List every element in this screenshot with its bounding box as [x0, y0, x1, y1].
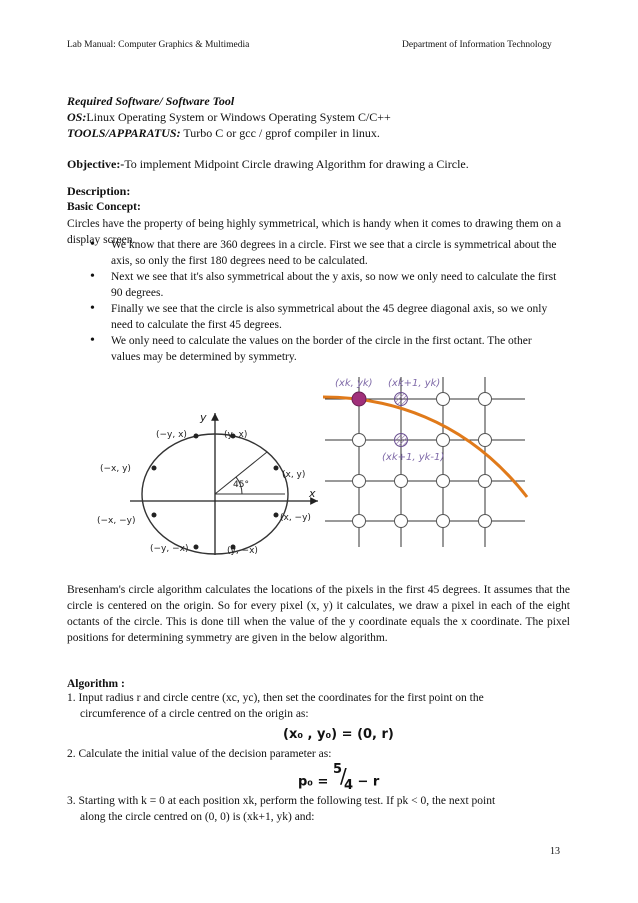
- point-label: (−y, −x): [150, 544, 189, 554]
- grid-pixel: [479, 393, 492, 406]
- bullet-item: • Next we see that it's also symmetrical about the y axis, so now we only need to calculate the first 90 degrees.: [67, 269, 557, 301]
- tools-line: [67, 126, 380, 141]
- step2-line: 2. Calculate the initial value of the decision parameter as:: [67, 748, 332, 760]
- point-label: (y, x): [224, 430, 248, 440]
- os-value: Linux Operating System or Windows Operating System C/C++: [86, 110, 391, 124]
- grid-pixel: [479, 515, 492, 528]
- os-label: OS:: [67, 110, 87, 124]
- grid-pixel: [437, 434, 450, 447]
- grid-pixel: [395, 475, 408, 488]
- candidate-pixel-east: [395, 393, 408, 406]
- grid-pixel: [353, 515, 366, 528]
- step1-line1: 1. Input radius r and circle centre (xc, yc), then set the coordinates for the first point on the: [67, 692, 484, 704]
- symmetry-point: [194, 434, 199, 439]
- grid-pixel: [353, 434, 366, 447]
- concept-bullet-list: [67, 237, 557, 365]
- step3-line1: 3. Starting with k = 0 at each position xk, perform the following test. If pk < 0, the next point: [67, 795, 496, 807]
- equation-decision-parameter: p₀ = 5 / 4 − r: [298, 762, 380, 793]
- symmetry-circle-figure: [90, 405, 330, 565]
- grid-pixel: [353, 475, 366, 488]
- eq2-denominator: 4: [343, 778, 353, 793]
- grid-pixel: [479, 434, 492, 447]
- grid-pixel: [437, 515, 450, 528]
- eq2-lhs: p₀ =: [298, 774, 329, 790]
- symmetry-point: [274, 466, 279, 471]
- label-southeast: (xk+1, yk-1): [382, 452, 445, 463]
- angle-label: 45°: [233, 480, 249, 490]
- objective-text: To implement Midpoint Circle drawing Algorithm for drawing a Circle.: [124, 157, 469, 171]
- description-heading: Description:: [67, 184, 131, 198]
- x-axis-label: x: [309, 487, 316, 500]
- grid-pixel: [395, 515, 408, 528]
- eq2-rhs: − r: [357, 774, 380, 790]
- step1-line2: circumference of a circle centred on the origin as:: [80, 708, 309, 720]
- bullet-item: • Finally we see that the circle is also symmetrical about the 45 degree diagonal axis, so we only need to calculate the first 45 degrees.: [67, 301, 557, 333]
- grid-pixel: [437, 393, 450, 406]
- bullet-item: • We only need to calculate the values on the border of the circle in the first octant. The other values may be determined by symmetry.: [67, 333, 557, 365]
- tools-value: Turbo C or gcc / gprof compiler in linux.: [180, 126, 380, 140]
- equation-initial-point: (x₀ , y₀) = (0, r): [283, 727, 394, 742]
- point-label: (−y, x): [156, 430, 187, 440]
- grid-pixel: [479, 475, 492, 488]
- point-label: (x, y): [282, 470, 306, 480]
- symmetry-point: [152, 513, 157, 518]
- label-east: (xk+1, yk): [388, 378, 441, 389]
- bresenham-paragraph: Bresenham's circle algorithm calculates the locations of the pixels in the first 45 degrees. It assumes that the circle is centered on the origin. So for every pixel (x, y) it calculates, we draw a pixel in each of the eight octants of the circle. This is done till when the value of the y coordinate equals the x coordinate. The pixel positions for determining symmetry are given in the below algorithm.: [67, 584, 570, 644]
- page-number: 13: [550, 846, 560, 857]
- bullet-item: • We know that there are 360 degrees in a circle. First we see that a circle is symmetrical about the axis, so only the first 180 degrees need to be calculated.: [67, 237, 557, 269]
- symmetry-point: [152, 466, 157, 471]
- point-label: (x, −y): [280, 513, 311, 523]
- point-label: (y, −x): [227, 546, 258, 556]
- point-label: (−x, −y): [97, 516, 136, 526]
- os-line: [67, 110, 391, 125]
- algorithm-heading: Algorithm :: [67, 678, 125, 690]
- objective-label: Objective:-: [67, 157, 125, 171]
- current-pixel: [352, 392, 366, 406]
- symmetry-point: [194, 545, 199, 550]
- intro-paragraph: Circles have the property of being highly symmetrical, which is handy when it comes to drawing them on a display screen.: [67, 218, 562, 246]
- header-right: Department of Information Technology: [402, 40, 552, 50]
- objective-line: [67, 157, 469, 172]
- grid-pixel: [437, 475, 450, 488]
- midpoint-grid-figure: [315, 372, 535, 552]
- candidate-pixel-southeast: [395, 434, 408, 447]
- symmetry-point: [274, 513, 279, 518]
- requirements-heading: Required Software/ Software Tool: [67, 94, 235, 108]
- basic-concept-heading: Basic Concept:: [67, 201, 141, 213]
- point-label: (−x, y): [100, 464, 131, 474]
- y-axis-label: y: [200, 411, 207, 424]
- tools-label: TOOLS/APPARATUS:: [67, 126, 181, 140]
- header-left: Lab Manual: Computer Graphics & Multimedia: [67, 40, 250, 50]
- eq2-numerator: 5: [332, 762, 342, 777]
- label-current: (xk, yk): [335, 378, 373, 389]
- step3-line2: along the circle centred on (0, 0) is (xk+1, yk) and:: [80, 811, 315, 823]
